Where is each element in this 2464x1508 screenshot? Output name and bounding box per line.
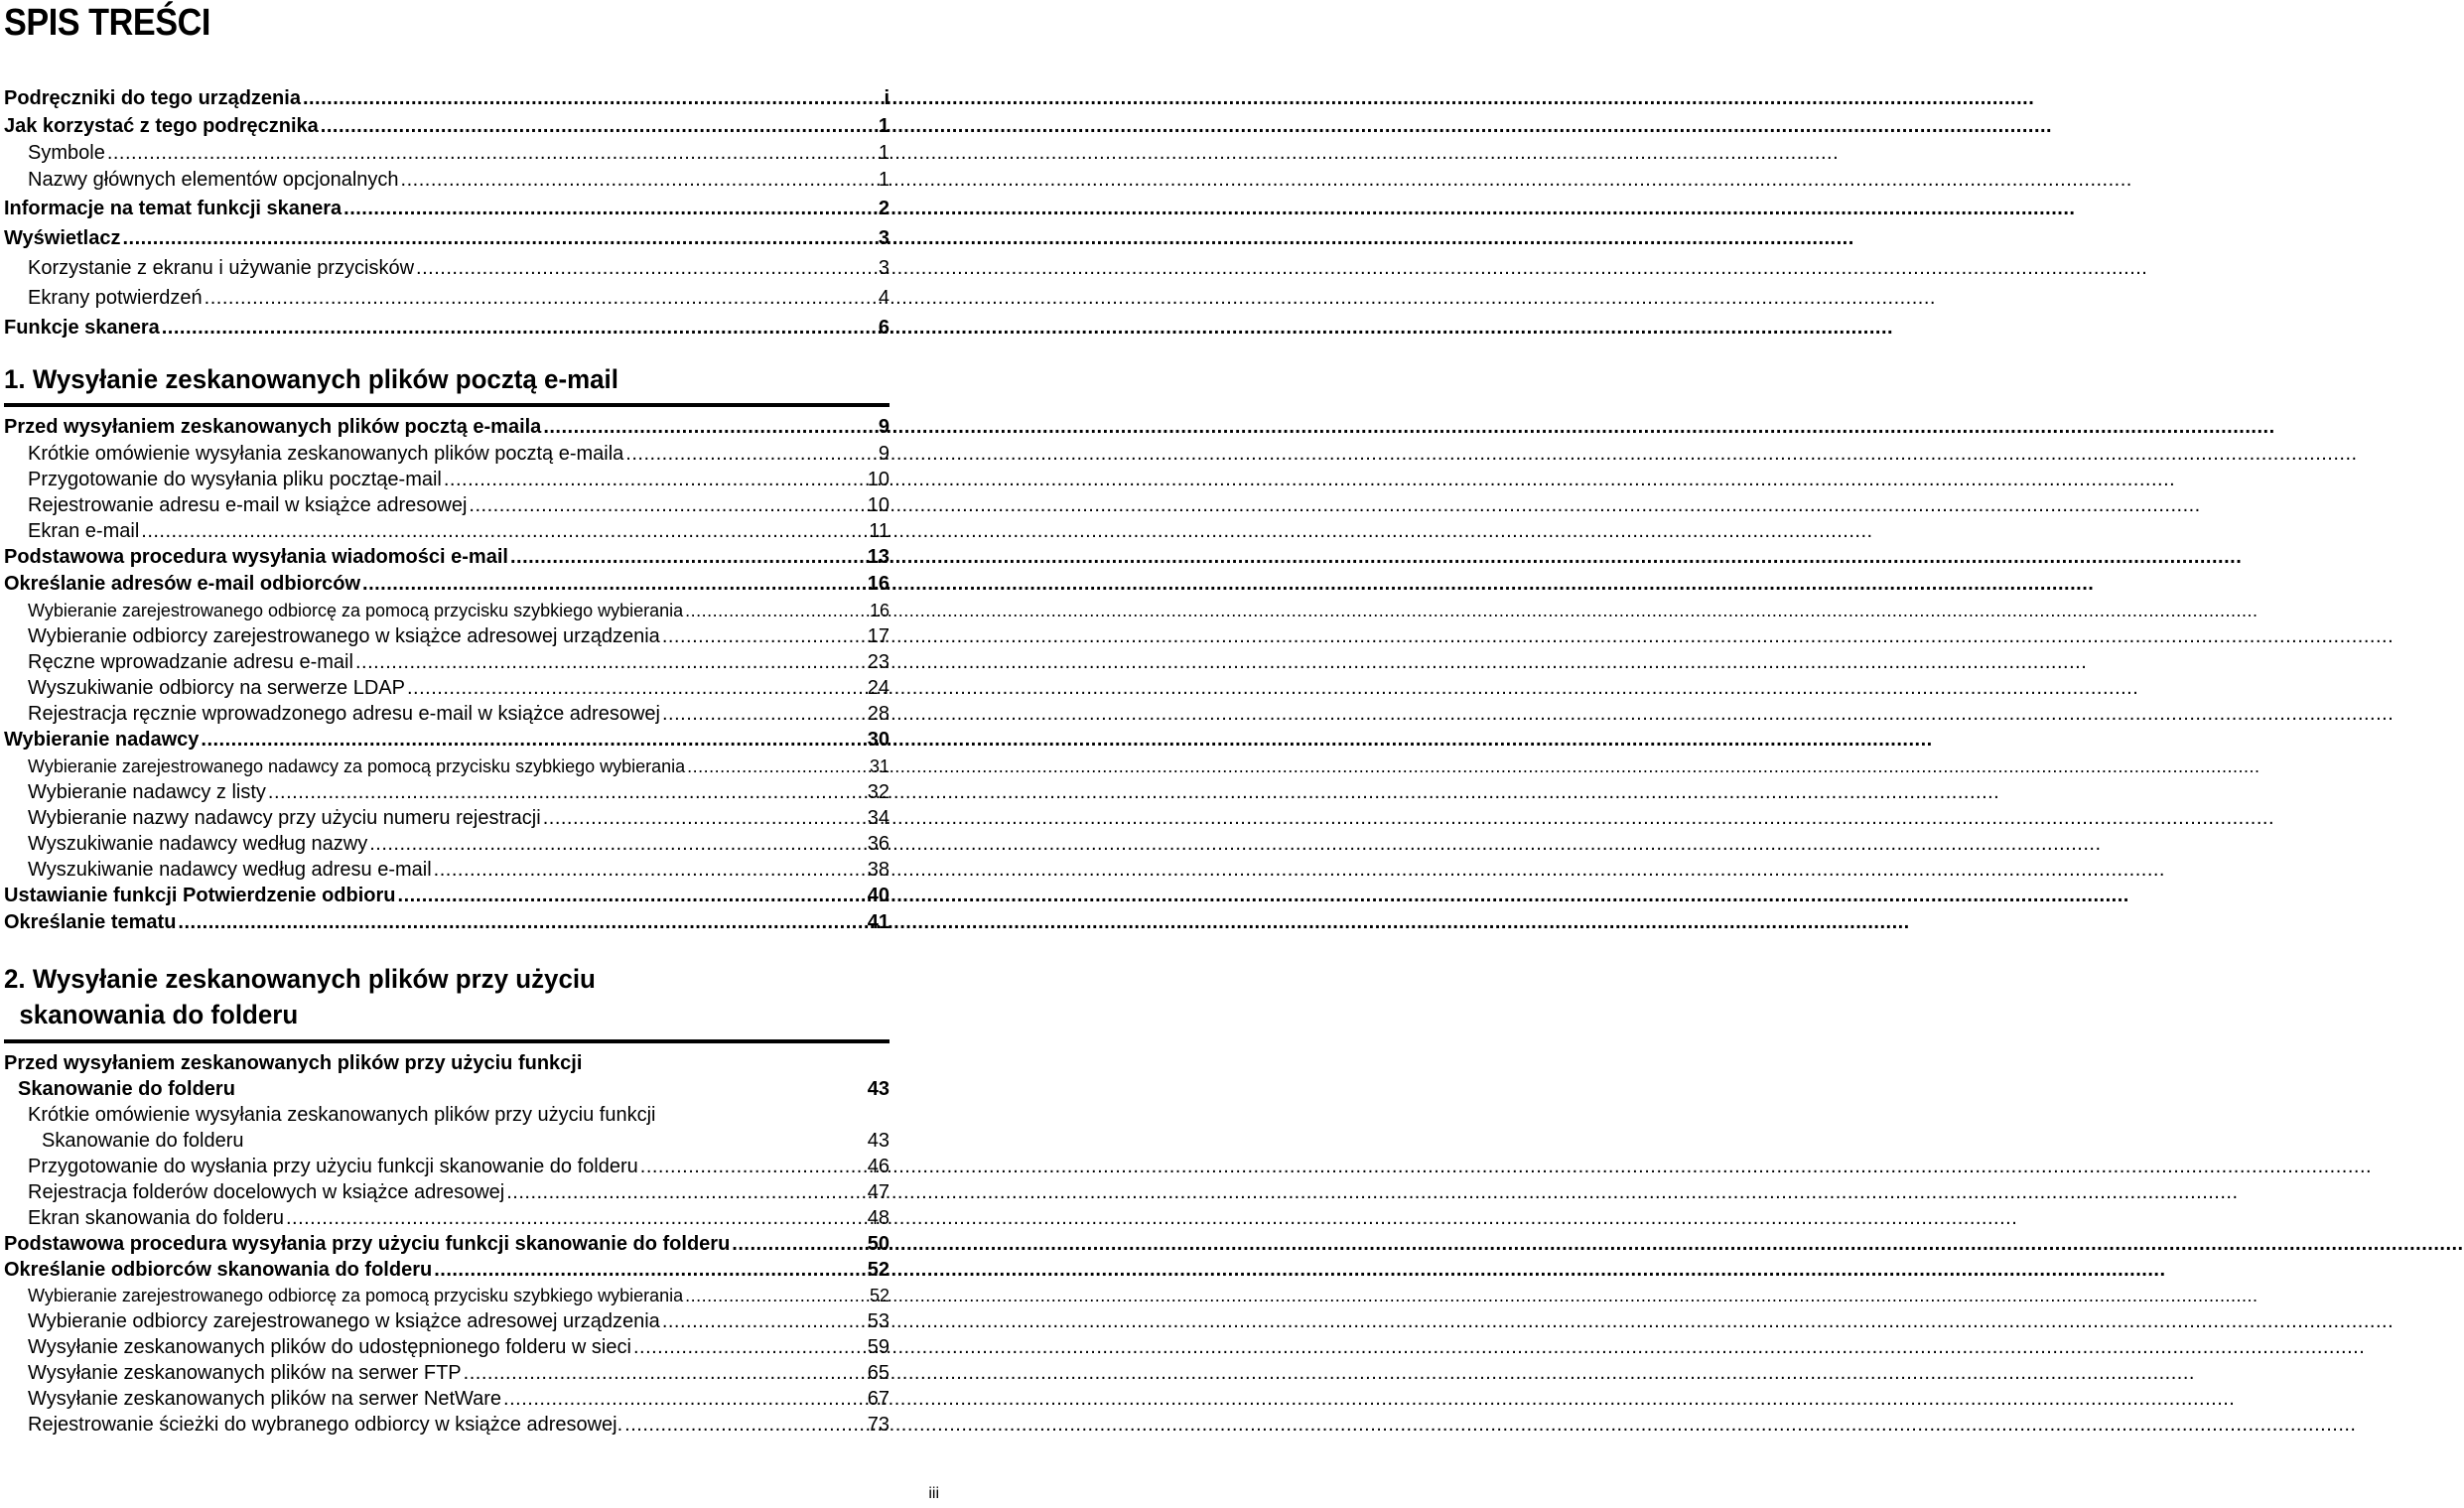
toc-entry-text: Krótkie omówienie wysyłania zeskanowanych plików pocztą e-maila — [28, 443, 624, 465]
toc-page-number: 3 — [878, 227, 890, 249]
toc-entry[interactable] — [4, 1205, 890, 1231]
toc-entry-text: Rejestrowanie adresu e-mail w książce adresowej — [28, 494, 468, 516]
toc-entry[interactable] — [4, 1154, 890, 1179]
toc-entry-text: Wyszukiwanie nadawcy według nazwy — [28, 833, 368, 855]
toc-page-number: 40 — [867, 885, 890, 906]
toc-entry-text: Podręczniki do tego urządzenia — [4, 87, 301, 109]
dot-leader — [543, 805, 866, 831]
toc-page-number: 32 — [867, 781, 890, 803]
toc-entry-text: Ekran e-mail — [28, 520, 140, 542]
toc-page-number: 10 — [867, 494, 890, 516]
toc-entry[interactable] — [4, 857, 890, 883]
toc-entry[interactable] — [4, 313, 890, 343]
toc-entry-text: Nazwy głównych elementów opcjonalnych — [28, 169, 399, 191]
toc-page-number: 1 — [878, 115, 890, 137]
toc-entry[interactable] — [4, 805, 890, 831]
dot-leader — [732, 1231, 865, 1257]
toc-entry-text: Wybieranie zarejestrowanego nadawcy za pomocą przycisku szybkiego wybierania — [28, 756, 686, 776]
toc-page-number: 43 — [867, 1130, 890, 1152]
toc-page-number: 4 — [878, 287, 890, 309]
page-number: iii — [928, 1485, 939, 1502]
dot-leader — [401, 167, 876, 194]
toc-page-number: 67 — [867, 1388, 890, 1410]
toc-entry[interactable] — [4, 1231, 890, 1257]
toc-entry-text: Wysyłanie zeskanowanych plików na serwer NetWare — [28, 1388, 502, 1410]
toc-entry[interactable] — [4, 571, 890, 598]
toc-entry[interactable] — [4, 675, 890, 701]
toc-page-number: 46 — [867, 1156, 890, 1177]
toc-entry-text: Określanie tematu — [4, 911, 177, 933]
toc-entry[interactable] — [4, 623, 890, 649]
toc-entry-text: Symbole — [28, 142, 105, 164]
toc-entry-text: Jak korzystać z tego podręcznika — [4, 115, 319, 137]
toc-page-number: 3 — [878, 257, 890, 279]
toc-entry-text: Przed wysyłaniem zeskanowanych plików pocztą e-maila — [4, 416, 542, 438]
dot-leader — [162, 313, 876, 343]
toc-entry-text: Przygotowanie do wysyłania pliku pocztąe-mail — [28, 469, 442, 490]
toc-entry[interactable] — [4, 1257, 890, 1283]
toc-entry-text: Wyświetlacz — [4, 227, 121, 249]
toc-page-number: 2 — [878, 198, 890, 219]
toc-page-number: 65 — [867, 1362, 890, 1384]
dot-leader — [321, 112, 876, 140]
toc-entry-text-line-1: Przed wysyłaniem zeskanowanych plików przy użyciu funkcji — [4, 1052, 583, 1074]
toc-page-number: 17 — [867, 625, 890, 647]
toc-entry[interactable] — [4, 253, 890, 283]
toc-entry-text: Wyszukiwanie nadawcy według adresu e-mail — [28, 859, 432, 881]
dot-leader — [503, 1386, 866, 1412]
toc-entry[interactable] — [4, 84, 890, 112]
toc-chapter-1 — [4, 414, 890, 936]
toc-entry[interactable] — [4, 223, 890, 253]
dot-leader — [343, 194, 876, 223]
chapter-2-title-line-1: 2. Wysyłanie zeskanowanych plików przy użyciu — [4, 964, 596, 994]
toc-entry-text: Korzystanie z ekranu i używanie przycisków — [28, 257, 415, 279]
toc-page-number: 13 — [867, 546, 890, 568]
dot-leader — [506, 1179, 866, 1205]
dot-leader — [369, 831, 866, 857]
toc-entry-text: Wybieranie zarejestrowanego odbiorcę za pomocą przycisku szybkiego wybierania — [28, 601, 684, 620]
toc-entry[interactable] — [4, 831, 890, 857]
toc-entry[interactable] — [4, 1386, 890, 1412]
toc-entry[interactable] — [4, 194, 890, 223]
dot-leader — [286, 1205, 866, 1231]
dot-leader — [141, 518, 867, 544]
dot-leader — [434, 857, 866, 883]
toc-entry-text: Przygotowanie do wysłania przy użyciu funkcji skanowanie do folderu — [28, 1156, 638, 1177]
toc-entry-text: Wybieranie zarejestrowanego odbiorcę za pomocą przycisku szybkiego wybierania — [28, 1286, 684, 1305]
toc-entry[interactable] — [4, 754, 890, 779]
chapter-2-title — [4, 961, 854, 1032]
toc-page-number: 23 — [867, 651, 890, 673]
toc-entry[interactable] — [4, 414, 890, 441]
toc-entry-text: Określanie adresów e-mail odbiorców — [4, 573, 361, 595]
toc-entry-text: Informacje na temat funkcji skanera — [4, 198, 342, 219]
toc-entry-text: Wybieranie nadawcy — [4, 729, 200, 751]
toc-page-number: 31 — [869, 756, 890, 776]
toc-page-number: 53 — [867, 1310, 890, 1332]
toc-page-number: 41 — [867, 911, 890, 933]
toc-entry[interactable] — [4, 518, 890, 544]
dot-leader — [268, 779, 866, 805]
toc-entry-text: Wybieranie nazwy nadawcy przy użyciu numeru rejestracji — [28, 807, 541, 829]
toc-entry[interactable] — [4, 883, 890, 909]
toc-page-number: 50 — [867, 1233, 890, 1255]
chapter-1-rule — [4, 403, 890, 407]
toc-page-number: 30 — [867, 729, 890, 751]
toc-entry[interactable] — [4, 544, 890, 571]
dot-leader — [398, 883, 866, 909]
dot-leader — [687, 754, 868, 779]
dot-leader — [407, 675, 866, 701]
toc-entry[interactable] — [4, 1283, 890, 1308]
toc-page-number: 52 — [869, 1286, 890, 1305]
chapter-2-title-line-2: skanowania do folderu — [19, 1000, 299, 1029]
toc-page-number: 47 — [867, 1181, 890, 1203]
toc-entry[interactable] — [4, 727, 890, 754]
toc-page-number: 34 — [867, 807, 890, 829]
dot-leader — [201, 727, 865, 754]
toc-entry[interactable] — [4, 1308, 890, 1334]
dot-leader — [625, 441, 876, 467]
dot-leader — [624, 1412, 866, 1438]
dot-leader — [685, 598, 868, 623]
toc-page-number: 43 — [867, 1078, 890, 1100]
dot-leader — [640, 1154, 866, 1179]
toc-entry[interactable] — [4, 1412, 890, 1438]
dot-leader — [416, 253, 876, 283]
toc-page-number: 59 — [867, 1336, 890, 1358]
dot-leader — [662, 623, 866, 649]
toc-entry[interactable] — [4, 1050, 890, 1102]
dot-leader — [122, 223, 876, 253]
toc-page-number: 73 — [867, 1414, 890, 1436]
toc-entry-text: Określanie odbiorców skanowania do folderu — [4, 1259, 433, 1281]
chapter-2-rule — [4, 1039, 890, 1043]
toc-entry-text: Rejestracja folderów docelowych w książce adresowej — [28, 1181, 505, 1203]
dot-leader — [464, 1360, 866, 1386]
toc-entry-text: Funkcje skanera — [4, 317, 160, 339]
toc-entry[interactable] — [4, 1334, 890, 1360]
toc-entry-text: Ustawianie funkcji Potwierdzenie odbioru — [4, 885, 396, 906]
toc-entry-text: Wyszukiwanie odbiorcy na serwerze LDAP — [28, 677, 405, 699]
dot-leader — [543, 414, 876, 441]
toc-entry-text: Podstawowa procedura wysyłania wiadomości e-mail — [4, 546, 508, 568]
toc-page-number: 52 — [867, 1259, 890, 1281]
toc-page-number: 16 — [867, 573, 890, 595]
toc-entry-text-line-1: Krótkie omówienie wysyłania zeskanowanych plików przy użyciu funkcji — [28, 1104, 656, 1126]
page-title: SPIS TREŚCI — [4, 2, 210, 44]
toc-page-number: 28 — [867, 703, 890, 725]
dot-leader — [355, 649, 866, 675]
toc-entry[interactable] — [4, 467, 890, 492]
toc-page-number: 48 — [867, 1207, 890, 1229]
toc-entry-text: Ekrany potwierdzeń — [28, 287, 203, 309]
toc-page-number: 16 — [869, 601, 890, 620]
toc-page-number: 9 — [878, 416, 890, 438]
toc-entry-text: Podstawowa procedura wysyłania przy użyciu funkcji skanowanie do folderu — [4, 1233, 731, 1255]
toc-page-number: 10 — [867, 469, 890, 490]
toc-page-number: 24 — [867, 677, 890, 699]
chapter-1-title: 1. Wysyłanie zeskanowanych plików pocztą e-mail — [4, 364, 618, 394]
dot-leader — [469, 492, 865, 518]
toc-entry[interactable] — [4, 112, 890, 140]
toc-entry-text: Wybieranie odbiorcy zarejestrowanego w książce adresowej urządzenia — [28, 625, 660, 647]
toc-entry[interactable] — [4, 283, 890, 313]
toc-entry[interactable] — [4, 140, 890, 167]
toc-entry[interactable] — [4, 167, 890, 194]
toc-entry-text: Wybieranie nadawcy z listy — [28, 781, 266, 803]
toc-entry[interactable] — [4, 598, 890, 623]
toc-page-number: 1 — [878, 142, 890, 164]
toc-entry[interactable] — [4, 649, 890, 675]
dot-leader — [205, 283, 876, 313]
toc-entry-text: Ekran skanowania do folderu — [28, 1207, 284, 1229]
dot-leader — [444, 467, 866, 492]
dot-leader — [107, 140, 876, 167]
toc-page-number: 11 — [869, 520, 890, 542]
toc-entry-text: Wysyłanie zeskanowanych plików do udostępnionego folderu w sieci — [28, 1336, 631, 1358]
toc-entry-text: Rejestracja ręcznie wprowadzonego adresu e-mail w książce adresowej — [28, 703, 660, 725]
dot-leader — [178, 909, 865, 936]
toc-entry[interactable] — [4, 1102, 890, 1154]
dot-leader — [662, 1308, 866, 1334]
toc-entry-text: Wybieranie odbiorcy zarejestrowanego w książce adresowej urządzenia — [28, 1310, 660, 1332]
toc-entry[interactable] — [4, 779, 890, 805]
dot-leader — [633, 1334, 866, 1360]
toc-entry[interactable] — [4, 909, 890, 936]
toc-page-number: 1 — [878, 169, 890, 191]
dot-leader — [510, 544, 866, 571]
toc-page-number: 9 — [878, 443, 890, 465]
toc-front-section — [4, 84, 890, 343]
toc-entry[interactable] — [4, 701, 890, 727]
toc-entry[interactable] — [4, 1179, 890, 1205]
toc-entry-text: Wysyłanie zeskanowanych plików na serwer FTP — [28, 1362, 462, 1384]
toc-entry-text-line-2: Skanowanie do folderu — [18, 1078, 235, 1100]
toc-page-number: 6 — [878, 317, 890, 339]
dot-leader — [303, 84, 876, 112]
toc-entry[interactable] — [4, 492, 890, 518]
toc-entry-text: Rejestrowanie ścieżki do wybranego odbiorcy w książce adresowej. — [28, 1414, 623, 1436]
dot-leader — [685, 1283, 868, 1308]
toc-entry-text: Ręczne wprowadzanie adresu e-mail — [28, 651, 353, 673]
dot-leader — [434, 1257, 866, 1283]
toc-entry[interactable] — [4, 441, 890, 467]
toc-page-number: 36 — [867, 833, 890, 855]
dot-leader — [662, 701, 866, 727]
toc-chapter-2 — [4, 1050, 890, 1438]
toc-entry[interactable] — [4, 1360, 890, 1386]
toc-page-number: 38 — [867, 859, 890, 881]
dot-leader — [362, 571, 866, 598]
toc-entry-text-line-2: Skanowanie do folderu — [42, 1130, 244, 1152]
toc-page-number: i — [884, 87, 890, 109]
